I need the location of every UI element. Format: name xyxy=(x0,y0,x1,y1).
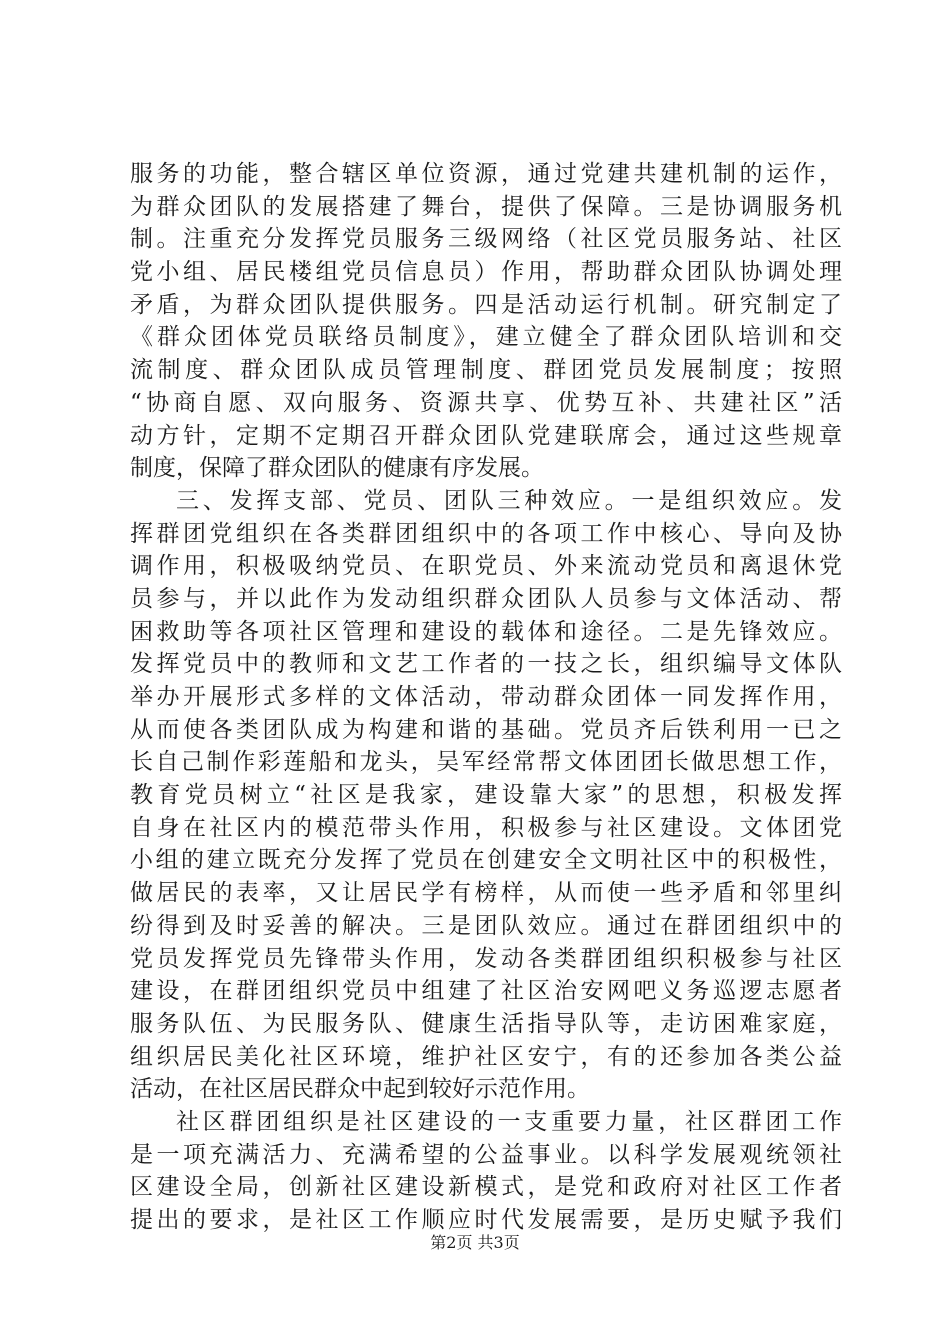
text-line: 《群众团体党员联络员制度》，建立健全了群众团队培训和交 xyxy=(130,324,842,351)
text-line: 制。注重充分发挥党员服务三级网络（社区党员服务站、社区 xyxy=(130,226,842,253)
text-line: 为群众团队的发展搭建了舞台，提供了保障。三是协调服务机 xyxy=(130,193,842,220)
text-line: 困救助等各项社区管理和建设的载体和途径。二是先锋效应。 xyxy=(130,618,842,645)
paragraph-start-line: 社区群团组织是社区建设的一支重要力量，社区群团工作 xyxy=(176,1108,842,1135)
text-line: 员参与，并以此作为发动组织群众团队人员参与文体活动、帮 xyxy=(130,585,842,612)
text-line: “协商自愿、双向服务、资源共享、优势互补、共建社区”活 xyxy=(130,389,842,416)
text-line: 矛盾，为群众团队提供服务。四是活动运行机制。研究制定了 xyxy=(130,291,842,318)
text-line: 自身在社区内的模范带头作用，积极参与社区建设。文体团党 xyxy=(130,814,842,841)
text-line: 小组的建立既充分发挥了党员在创建安全文明社区中的积极性， xyxy=(130,847,842,874)
text-line: 挥群团党组织在各类群团组织中的各项工作中核心、导向及协 xyxy=(130,520,842,547)
text-line: 举办开展形式多样的文体活动，带动群众团体一同发挥作用， xyxy=(130,684,842,710)
text-line: 调作用，积极吸纳党员、在职党员、外来流动党员和离退休党 xyxy=(130,553,842,580)
text-line: 发挥党员中的教师和文艺工作者的一技之长，组织编导文体队 xyxy=(130,651,842,678)
text-line: 区建设全局，创新社区建设新模式，是党和政府对社区工作者 xyxy=(130,1174,842,1201)
text-line: 党员发挥党员先锋带头作用，发动各类群团组织积极参与社区 xyxy=(130,945,842,972)
text-line: 从而使各类团队成为构建和谐的基础。党员齐后铁利用一已之 xyxy=(130,716,842,743)
text-line: 党小组、居民楼组党员信息员）作用，帮助群众团队协调处理 xyxy=(130,259,842,286)
text-line: 活动，在社区居民群众中起到较好示范作用。 xyxy=(130,1076,590,1103)
page-footer: 第2页 共3页 xyxy=(430,1233,520,1252)
text-line: 纷得到及时妥善的解决。三是团队效应。通过在群团组织中的 xyxy=(130,912,842,939)
text-line: 提出的要求，是社区工作顺应时代发展需要，是历史赋予我们 xyxy=(130,1207,842,1233)
text-line: 教育党员树立“社区是我家，建设靠大家”的思想，积极发挥 xyxy=(130,782,842,809)
text-line: 动方针，定期不定期召开群众团队党建联席会，通过这些规章 xyxy=(130,422,842,449)
text-line: 建设，在群团组织党员中组建了社区治安网吧义务巡逻志愿者 xyxy=(130,978,842,1005)
text-line: 组织居民美化社区环境，维护社区安宁，有的还参加各类公益 xyxy=(130,1043,842,1070)
body-text xyxy=(130,158,842,1237)
text-line: 长自己制作彩莲船和龙头，吴军经常帮文体团团长做思想工作， xyxy=(130,749,842,776)
text-line: 服务的功能，整合辖区单位资源，通过党建共建机制的运作， xyxy=(130,161,842,187)
text-line: 是一项充满活力、充满希望的公益事业。以科学发展观统领社 xyxy=(130,1141,842,1168)
text-line: 流制度、群众团队成员管理制度、群团党员发展制度；按照 xyxy=(130,357,842,384)
text-line: 服务队伍、为民服务队、健康生活指导队等，走访困难家庭， xyxy=(130,1010,842,1037)
text-line: 制度，保障了群众团队的健康有序发展。 xyxy=(130,455,544,482)
text-line: 做居民的表率，又让居民学有榜样，从而使一些矛盾和邻里纠 xyxy=(130,880,842,907)
paragraph-start-line: 三、发挥支部、党员、团队三种效应。一是组织效应。发 xyxy=(176,487,842,514)
